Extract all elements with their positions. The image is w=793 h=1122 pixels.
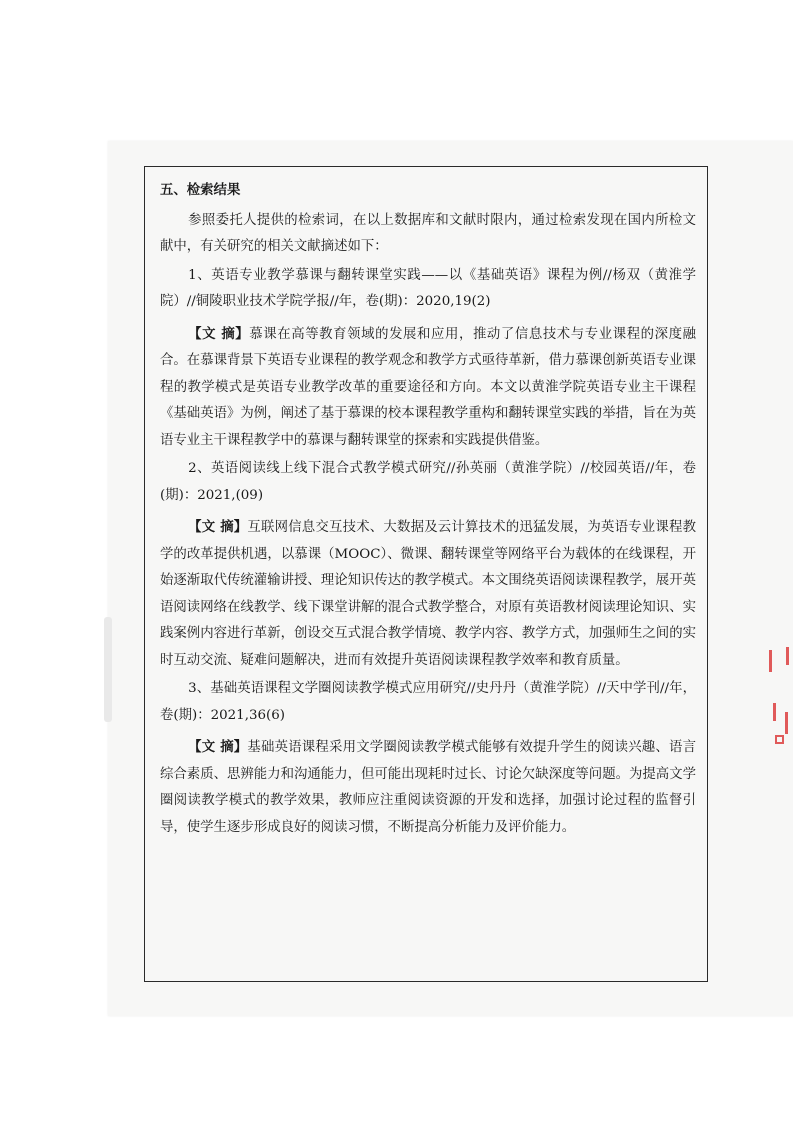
abstract-text: 互联网信息交互技术、大数据及云计算技术的迅猛发展，为英语专业课程教学的改革提供机遇，以慕课（MOOC）、微课、翻转课堂等网络平台为载体的在线课程，开始逐渐取代传统灌输讲授、理论知识传达的教学模式。本文围绕英语阅读课程教学，展开英语阅读网络在线教学、线下课堂讲解的混合式教学整合，对原有英语教材阅读理论知识、实践案例内容进行革新，创设交互式混合教学情境、教学内容、教学方式，加强师生之间的实时互动交流、疑难问题解决，进而有效提升英语阅读课程教学效率和教育质量。 <box>160 520 696 668</box>
section-intro: 参照委托人提供的检索词，在以上数据库和文献时限内，通过检索发现在国内所检文献中，有关研究的相关文献摘述如下： <box>160 212 696 254</box>
abstract-tag: 【文 摘】 <box>188 740 248 755</box>
entry-citation: 3、基础英语课程文学圈阅读教学模式应用研究//史丹丹（黄淮学院）//天中学刊//年，卷(期)：2021,36(6) <box>160 681 696 723</box>
entry-citation: 1、英语专业教学慕课与翻转课堂实践——以《基础英语》课程为例//杨双（黄淮学院）//铜陵职业技术学院学报//年，卷(期)：2020,19(2) <box>160 267 696 309</box>
entry-citation: 2、英语阅读线上线下混合式教学模式研究//孙英丽（黄淮学院）//校园英语//年，卷(期)：2021,(09) <box>160 461 696 503</box>
literature-entry <box>160 456 696 674</box>
section-heading: 五、检索结果 <box>160 183 241 198</box>
entry-abstract <box>160 322 696 455</box>
abstract-text: 基础英语课程采用文学圈阅读教学模式能够有效提升学生的阅读兴趣、语言综合素质、思辨能力和沟通能力，但可能出现耗时过长、讨论欠缺深度等问题。为提高文学圈阅读教学模式的教学效果，教师应注重阅读资源的开发和选择，加强讨论过程的监督引导，使学生逐步形成良好的阅读习惯，不断提高分析能力及评价能力。 <box>160 740 696 835</box>
seal-fragment <box>773 703 776 721</box>
literature-entry <box>160 676 696 841</box>
seal-fragment <box>775 735 784 744</box>
page-edge-tab <box>104 617 112 722</box>
seal-fragment <box>785 712 788 734</box>
entry-abstract <box>160 735 696 841</box>
abstract-tag: 【文 摘】 <box>188 520 248 535</box>
seal-fragment <box>786 647 789 665</box>
abstract-tag: 【文 摘】 <box>188 326 250 342</box>
entry-abstract <box>160 515 696 674</box>
results-section <box>160 178 696 841</box>
abstract-text: 慕课在高等教育领域的发展和应用，推动了信息技术与专业课程的深度融合。在慕课背景下英语专业课程的教学观念和教学方式亟待革新，借力慕课创新英语专业课程的教学模式是英语专业教学改革的重要途径和方向。本文以黄淮学院英语专业主干课程《基础英语》为例，阐述了基于慕课的校本课程教学重构和翻转课堂实践的举措，旨在为英语专业主干课程教学中的慕课与翻转课堂的探索和实践提供借鉴。 <box>160 326 696 448</box>
literature-entry <box>160 263 696 455</box>
seal-fragment <box>769 650 772 672</box>
